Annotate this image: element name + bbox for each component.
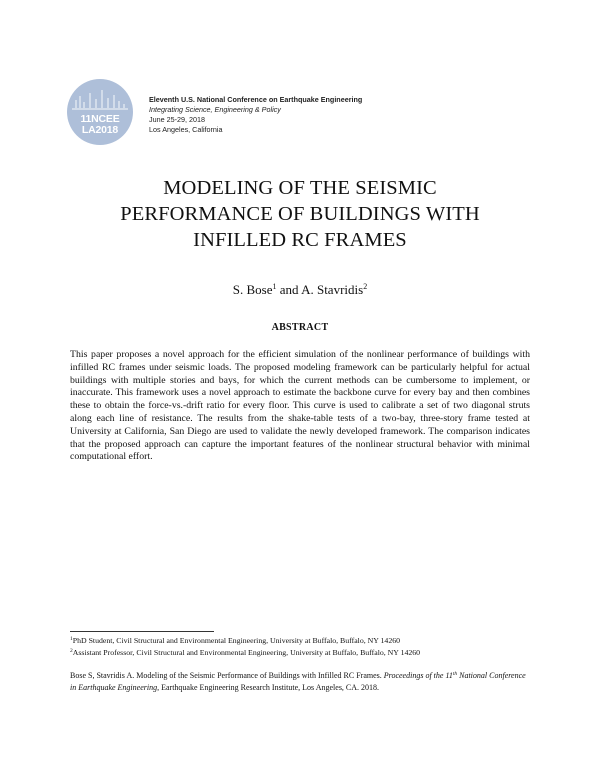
author-conjunction: and: [276, 282, 302, 297]
citation-prefix: Bose S, Stavridis A. Modeling of the Seismic Performance of Buildings with Infilled RC Frames.: [70, 671, 384, 680]
conference-dates: June 25-29, 2018: [149, 115, 205, 124]
affiliation-mark: 1: [272, 282, 277, 291]
conference-logo: [62, 78, 138, 146]
footnotes: [70, 635, 540, 659]
author-name: A. Stavridis: [301, 282, 364, 297]
title-line: MODELING OF THE SEISMIC: [163, 177, 437, 199]
conference-location: Los Angeles, California: [149, 125, 223, 134]
logo-text-line2: LA2018: [81, 124, 119, 136]
citation: [70, 670, 532, 694]
affiliation-mark: 2: [363, 282, 368, 291]
logo-text-line1: 11NCEE: [80, 113, 120, 125]
conference-header: [149, 95, 362, 135]
footnote: [70, 647, 540, 659]
title-line: INFILLED RC FRAMES: [193, 229, 407, 251]
footnote: [70, 635, 540, 647]
author-name: S. Bose: [232, 282, 273, 297]
author-list: [0, 282, 600, 298]
footnote-text: PhD Student, Civil Structural and Environmental Engineering, University at Buffalo, Buffalo, NY 14260: [72, 636, 401, 645]
conference-name: Eleventh U.S. National Conference on Earthquake Engineering: [149, 95, 363, 104]
footnote-text: Assistant Professor, Civil Structural and Environmental Engineering, University at Buffalo, Buffalo, NY 14260: [72, 647, 421, 657]
title-line: PERFORMANCE OF BUILDINGS WITH: [120, 203, 480, 225]
conference-tagline: Integrating Science, Engineering & Policy: [149, 105, 281, 114]
footnote-mark: 1: [70, 636, 73, 642]
citation-ordinal: th: [452, 671, 458, 677]
citation-conference: National Conference in Earthquake Engineering: [70, 671, 526, 692]
paper-title: [40, 175, 560, 253]
abstract-body: This paper proposes a novel approach for the efficient simulation of the nonlinear performance of buildings with infilled RC frames under seismic loads. The proposed modeling framework can be particularly helpful for actual buildings with multiple stories and bays, for which the current methods can be cumbersome to implement, or inaccurate. This framework uses a novel approach to estimate the backbone curve for every bay and then combines these to obtain the force-vs.-drift ratio for every floor. This curve is used to calibrate a set of two diagonal struts along each line of resistance. The results from the shake-table tests of a two-bay, three-story frame tested at University at California, San Diego are used to validate the newly developed framework. The comparison indicates that the proposed approach can capture the important features of the nonlinear structural behavior with minimal computational effort.: [70, 349, 530, 463]
abstract-heading: ABSTRACT: [271, 322, 329, 333]
citation-suffix: , Earthquake Engineering Research Institute, Los Angeles, CA. 2018.: [157, 683, 380, 692]
footnote-mark: 2: [70, 647, 73, 654]
footnote-divider: [70, 631, 214, 632]
citation-proceedings: Proceedings of the 11: [383, 671, 453, 680]
